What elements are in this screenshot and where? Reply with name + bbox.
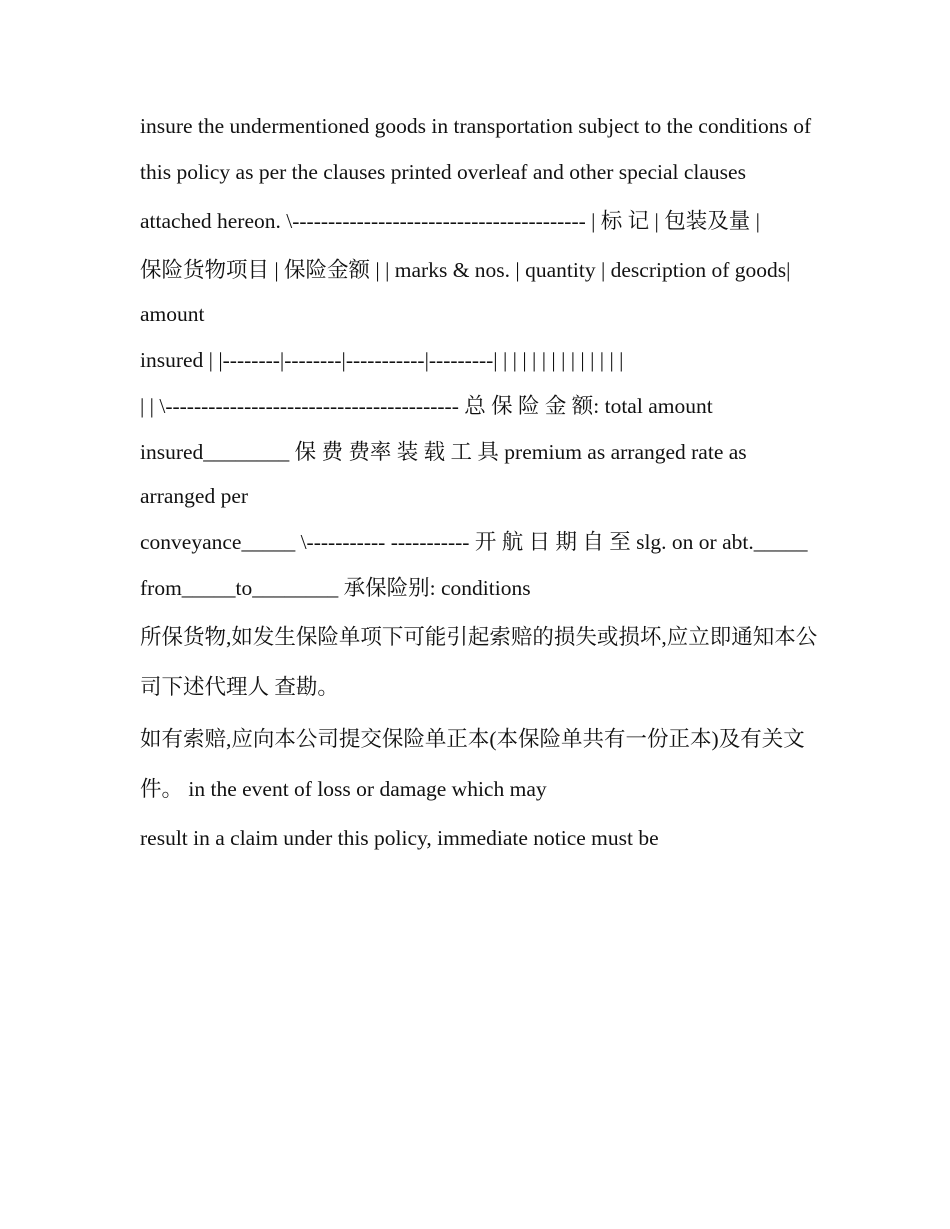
- paragraph-insure-conditions: insure the undermentioned goods in transportation subject to the conditions of: [140, 114, 812, 138]
- paragraph-total-amount: | | \----------------------------------------- 总 保 险 金 额: total amount: [140, 394, 713, 418]
- paragraph-goods-header: 保险货物项目 | 保险金额 | | marks & nos. | quantity | description of goods| amount: [140, 258, 791, 326]
- paragraph-claim-submission: 如有索赔,应向本公司提交保险单正本(本保险单共有一份正本)及有关文件。 in the event of loss or damage which may: [140, 727, 805, 801]
- paragraph-notify-agent: 所保货物,如发生保险单项下可能引起索赔的损失或损坏,应立即通知本公司下述代理人 查勘。: [140, 625, 818, 699]
- paragraph-insured-table-row: insured | |--------|--------|-----------|---------| | | | | | | | | | | | | |: [140, 348, 624, 372]
- paragraph-premium: insured________ 保 费 费率 装 载 工 具 premium as arranged rate as arranged per: [140, 440, 747, 508]
- paragraph-from-to-conditions: from_____to________ 承保险别: conditions: [140, 576, 531, 600]
- document-page: [140, 104, 820, 862]
- paragraph-policy-clauses: this policy as per the clauses printed overleaf and other special clauses: [140, 160, 746, 184]
- paragraph-claim-notice: result in a claim under this policy, immediate notice must be: [140, 826, 659, 850]
- paragraph-attached-hereon: attached hereon. \----------------------------------------- | 标 记 | 包装及量 |: [140, 209, 760, 233]
- paragraph-conveyance: conveyance_____ \----------- ----------- 开 航 日 期 自 至 slg. on or abt._____: [140, 530, 808, 554]
